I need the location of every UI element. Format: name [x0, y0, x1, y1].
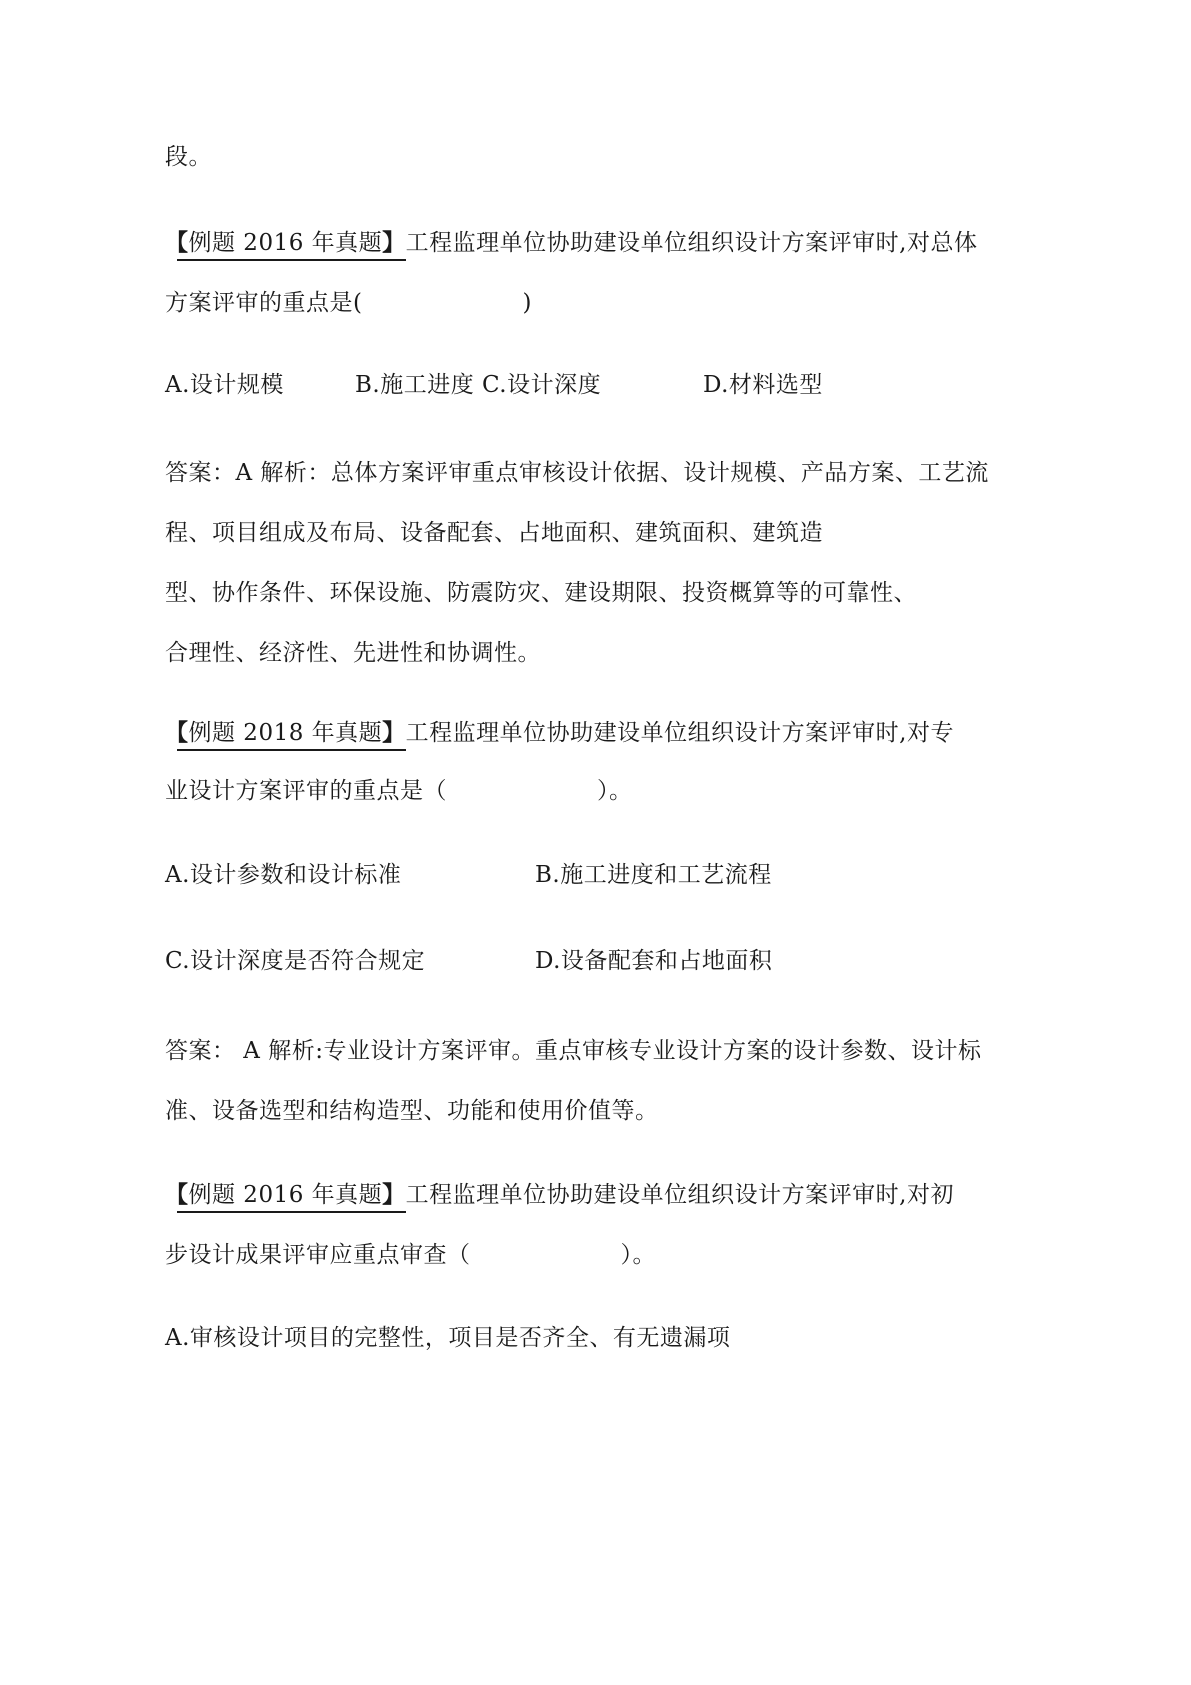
stem-close: ) [522, 290, 532, 316]
answer-2-line1: 答案： A 解析:专业设计方案评审。重点审核专业设计方案的设计参数、设计标 [165, 1038, 982, 1064]
stem-text: 业设计方案评审的重点是（ [165, 778, 447, 804]
stem-text: 步设计成果评审应重点审查（ [165, 1242, 471, 1268]
stem-close: ）。 [597, 778, 633, 804]
tag-text: 例题 2016 年真题 [188, 1182, 383, 1208]
option-c: C.设计深度是否符合规定 [165, 948, 426, 974]
question-2-options-row1 [165, 860, 865, 890]
text-line: 段。 [165, 144, 212, 170]
option-b-c: B.施工进度 C.设计深度 [355, 372, 602, 398]
answer-1-line3: 型、协作条件、环保设施、防震防灾、建设期限、投资概算等的可靠性、 [165, 580, 917, 606]
stem-text: 方案评审的重点是( [165, 290, 363, 316]
tag-text: 例题 2018 年真题 [188, 720, 383, 746]
answer-1-line2: 程、项目组成及布局、设备配套、占地面积、建筑面积、建筑造 [165, 520, 823, 546]
question-1-options [165, 370, 865, 400]
answer-1-line1: 答案：A 解析：总体方案评审重点审核设计依据、设计规模、产品方案、工艺流 [165, 460, 989, 486]
tag-open-bracket: 【 [165, 719, 189, 746]
tag-close-bracket: 】 [382, 719, 406, 746]
question-tag [165, 718, 406, 748]
question-stem: 工程监理单位协助建设单位组织设计方案评审时,对总体 [405, 230, 978, 256]
option-d: D.设备配套和占地面积 [535, 948, 773, 974]
question-1-heading [165, 228, 977, 258]
option-a: A.设计规模 [165, 372, 284, 398]
question-2-stem-line2 [165, 776, 633, 806]
tag-close-bracket: 】 [382, 229, 406, 256]
question-tag [165, 228, 406, 258]
question-3-stem-line2 [165, 1240, 656, 1270]
question-stem: 工程监理单位协助建设单位组织设计方案评审时,对初 [405, 1182, 954, 1208]
tag-open-bracket: 【 [165, 1181, 189, 1208]
stem-close: ）。 [620, 1242, 656, 1268]
tag-close-bracket: 】 [382, 1181, 406, 1208]
answer-2-line2: 准、设备选型和结构造型、功能和使用价值等。 [165, 1098, 659, 1124]
option-d: D.材料选型 [703, 372, 823, 398]
option-b: B.施工进度和工艺流程 [535, 862, 772, 888]
question-stem: 工程监理单位协助建设单位组织设计方案评审时,对专 [405, 720, 954, 746]
tag-open-bracket: 【 [165, 229, 189, 256]
question-3-option-a: A.审核设计项目的完整性，项目是否齐全、有无遗漏项 [165, 1325, 731, 1351]
answer-1-line4: 合理性、经济性、先进性和协调性。 [165, 640, 541, 666]
question-1-stem-line2 [165, 288, 532, 318]
question-2-options-row2 [165, 946, 865, 976]
question-2-heading [165, 718, 954, 748]
option-a: A.设计参数和设计标准 [165, 862, 402, 888]
tag-text: 例题 2016 年真题 [188, 230, 383, 256]
question-3-heading [165, 1180, 954, 1210]
question-tag [165, 1180, 406, 1210]
